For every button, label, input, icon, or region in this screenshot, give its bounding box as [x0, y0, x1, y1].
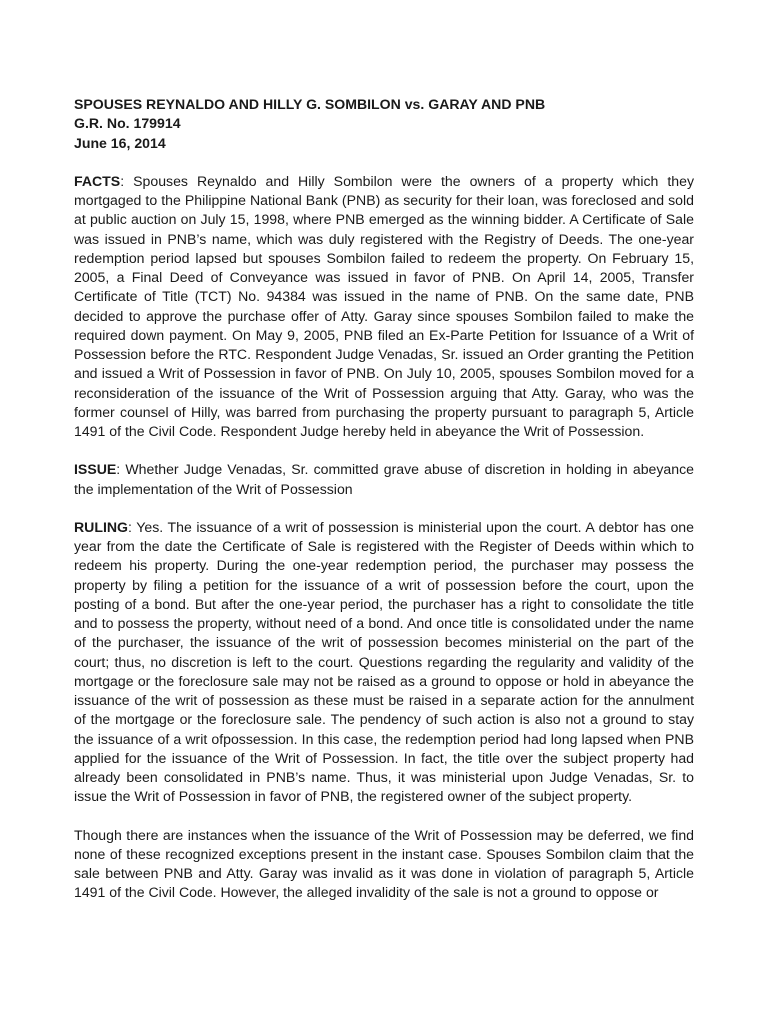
issue-label: ISSUE	[74, 461, 117, 478]
facts-label: FACTS	[74, 172, 121, 189]
spacer	[74, 441, 694, 460]
case-date: June 16, 2014	[74, 134, 166, 151]
document-page	[74, 95, 694, 903]
facts-separator: :	[120, 172, 125, 189]
ruling-paragraph	[74, 518, 694, 807]
ruling-separator: :	[128, 518, 132, 535]
spacer	[74, 153, 694, 172]
case-number: G.R. No. 179914	[74, 115, 181, 132]
facts-text: Spouses Reynaldo and Hilly Sombilon were the owners of a property which they mortgaged to the Philippine National Bank (PNB) as security for their loan, was foreclosed and sold at public auction on July 15, 1998, where PNB emerged as the winning bidder. A Certificate of Sale was issued in PNB’s name, which was duly registered with the Registry of Deeds. The one-year redemption period lapsed but spouses Sombilon failed to redeem the property. On February 15, 2005, a Final Deed of Conveyance was issued in favor of PNB. On April 14, 2005, Transfer Certificate of Title (TCT) No. 94384 was issued in the name of PNB. On the same date, PNB decided to approve the purchase offer of Atty. Garay since spouses Sombilon failed to make the required down payment. On May 9, 2005, PNB filed an Ex-Parte Petition for Issuance of a Writ of Possession before the RTC. Respondent Judge Venadas, Sr. issued an Order granting the Petition and issued a Writ of Possession in favor of PNB. On July 10, 2005, spouses Sombilon moved for a reconsideration of the issuance of the Writ of Possession arguing that Atty. Garay, who was the former counsel of Hilly, was barred from purchasing the property pursuant to paragraph 5, Article 1491 of the Civil Code. Respondent Judge hereby held in abeyance the Writ of Possession.	[74, 172, 694, 439]
ruling-label: RULING	[74, 518, 129, 535]
ruling-text: Yes. The issuance of a writ of possession is ministerial upon the court. A debtor has one year from the date the Certificate of Sale is registered with the Register of Deeds within which to redeem his property. During the one-year redemption period, the purchaser may possess the property by filing a petition for the issuance of a writ of possession before the court, upon the posting of a bond. But after the one-year period, the purchaser has a right to consolidate the title and to possess the property, without need of a bond. And once title is consolidated under the name of the purchaser, the issuance of the writ of possession becomes ministerial on the part of the court; thus, no discretion is left to the court. Questions regarding the regularity and validity of the mortgage or the foreclosure sale may not be raised as a ground to oppose or hold in abeyance the issuance of the writ of possession as these must be raised in a separate action for the annulment of the mortgage or the foreclosure sale. The pendency of such action is also not a ground to stay the issuance of a writ ofpossession. In this case, the redemption period had long lapsed when PNB applied for the issuance of the Writ of Possession. In fact, the title over the subject property had already been consolidated in PNB’s name. Thus, it was ministerial upon Judge Venadas, Sr. to issue the Writ of Possession in favor of PNB, the registered owner of the subject property.	[74, 518, 694, 805]
spacer	[74, 807, 694, 826]
issue-separator: :	[116, 461, 121, 478]
spacer	[74, 499, 694, 518]
continuation-paragraph: Though there are instances when the issuance of the Writ of Possession may be deferred, we find none of these recognized exceptions present in the instant case. Spouses Sombilon claim that the sale between PNB and Atty. Garay was invalid as it was done in violation of paragraph 5, Article 1491 of the Civil Code. However, the alleged invalidity of the sale is not a ground to oppose or	[74, 826, 694, 901]
case-title: SPOUSES REYNALDO AND HILLY G. SOMBILON vs. GARAY AND PNB	[74, 96, 546, 112]
issue-text: Whether Judge Venadas, Sr. committed grave abuse of discretion in holding in abeyance the implementation of the Writ of Possession	[74, 461, 694, 497]
issue-paragraph	[74, 460, 694, 499]
facts-paragraph	[74, 172, 694, 442]
